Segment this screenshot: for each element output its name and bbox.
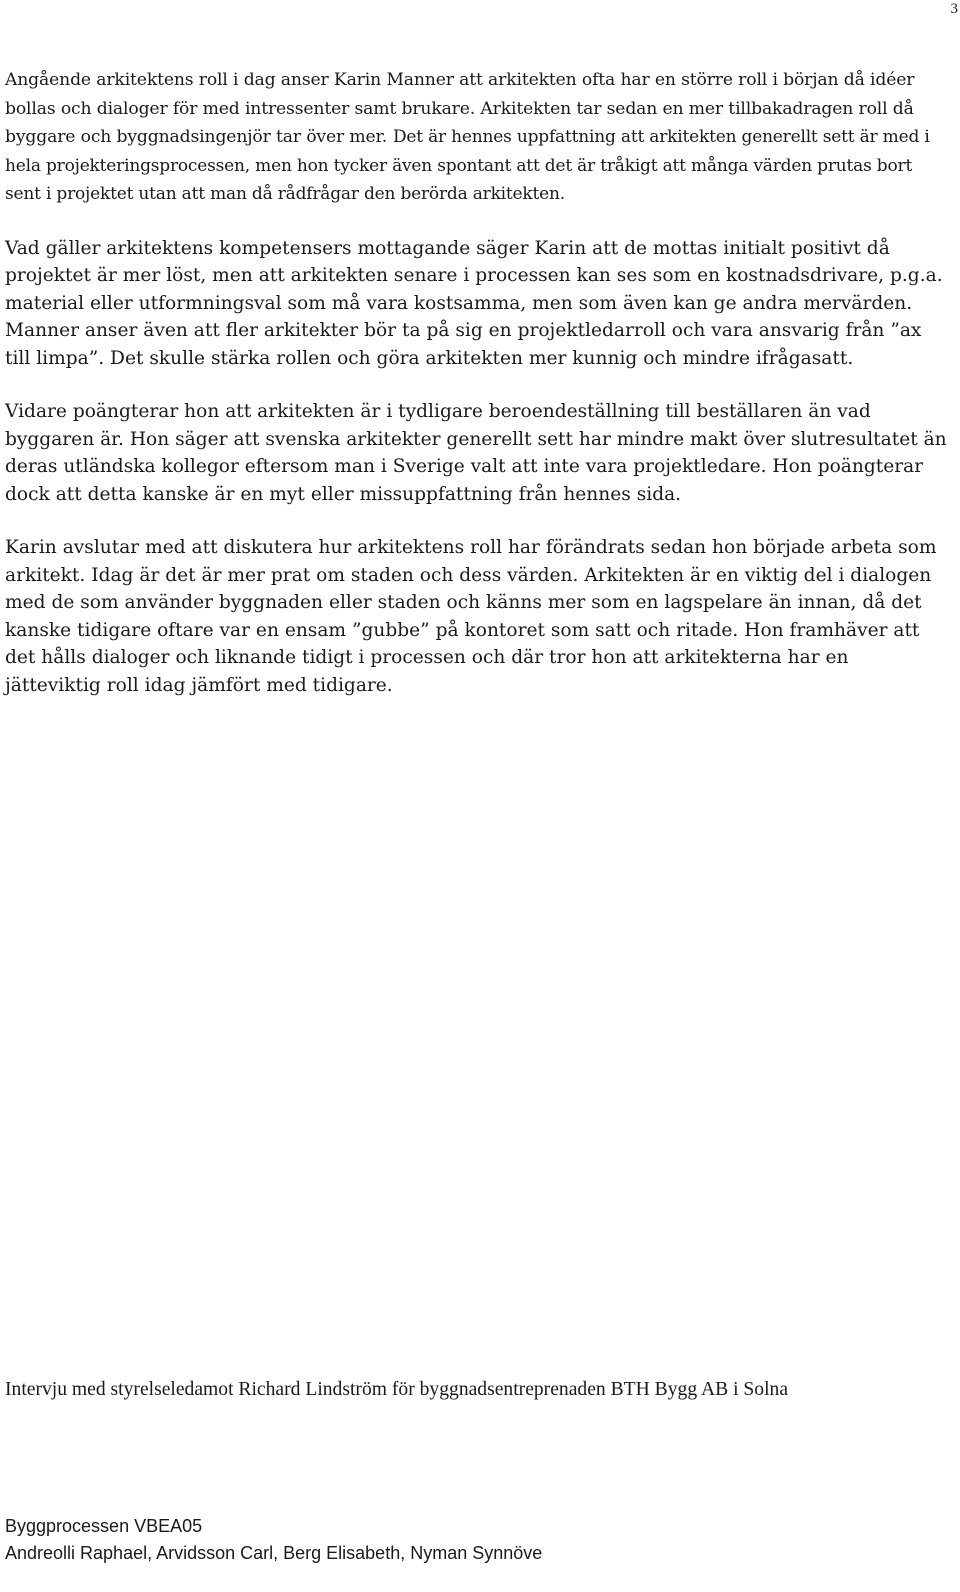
paragraph-dependence-on-client: Vidare poängterar hon att arkitekten är i tydligare beroendeställning till beställaren än vad byggaren är. Hon säger att svenska arkitekter generellt sett har mindre makt över slutresultatet än deras utländska kollegor eftersom man i Sverige valt att inte vara projektledare. Hon poängterar dock att detta kanske är en myt eller missuppfattning från hennes sida.: [5, 401, 947, 505]
footer-authors: Andreolli Raphael, Arvidsson Carl, Berg Elisabeth, Nyman Synnöve: [5, 1543, 543, 1563]
interview-heading: Intervju med styrelseledamot Richard Lindström för byggnadsentreprenaden BTH Bygg AB i Solna: [5, 1379, 789, 1400]
paragraph-role-change: Karin avslutar med att diskutera hur arkitektens roll har förändrats sedan hon började arbeta som arkitekt. Idag är det är mer prat om staden och dess värden. Arkitekten är en viktig del i dialogen med de som använder byggnaden eller staden och känns mer som en lagspelare än innan, då det kanske tidigare oftare var en ensam ”gubbe” på kontoret som satt och ritade. Hon framhäver att det hålls dialoger och liknande tidigt i processen och där tror hon att arkitekterna har en jätteviktig roll idag jämfört med tidigare.: [5, 537, 937, 696]
body-text: [5, 66, 950, 725]
paragraph-architect-role-today: [5, 66, 950, 209]
footer-course: Byggprocessen VBEA05: [5, 1516, 203, 1536]
paragraph-competence-reception: Vad gäller arkitektens kompetensers mottagande säger Karin att de mottas initialt positivt då projektet är mer löst, men att arkitekten senare i processen kan ses som en kostnadsdrivare, p.g.a. material eller utformningsval som må vara kostsamma, men som även kan ge andra mervärden. Manner anser även att fler arkitekter bör ta på sig en projektledarroll och vara ansvarig från ”ax till limpa”. Det skulle stärka rollen och göra arkitekten mer kunnig och mindre ifrågasatt.: [5, 237, 943, 369]
paragraph-1-first-run: Angående arkitektens roll i dag anser Karin Manner att arkitekten ofta har en större roll i början då idéer bollas och dialoger för med intressenter samt brukare. Arkitekten tar sedan en mer tillbakadragen roll då byggare och byggnadsingenjör tar över mer.: [5, 70, 915, 147]
page-footer: [5, 1513, 542, 1567]
paragraph-1-second-run: Det är hennes uppfattning att arkitekten generellt sett är med i hela projekteringsprocessen, men hon tycker även spontant att det är tråkigt att många värden prutas bort sent i projektet utan att man då rådfrågar den berörda arkitekten.: [5, 127, 930, 204]
page-number: 3: [950, 1, 958, 17]
